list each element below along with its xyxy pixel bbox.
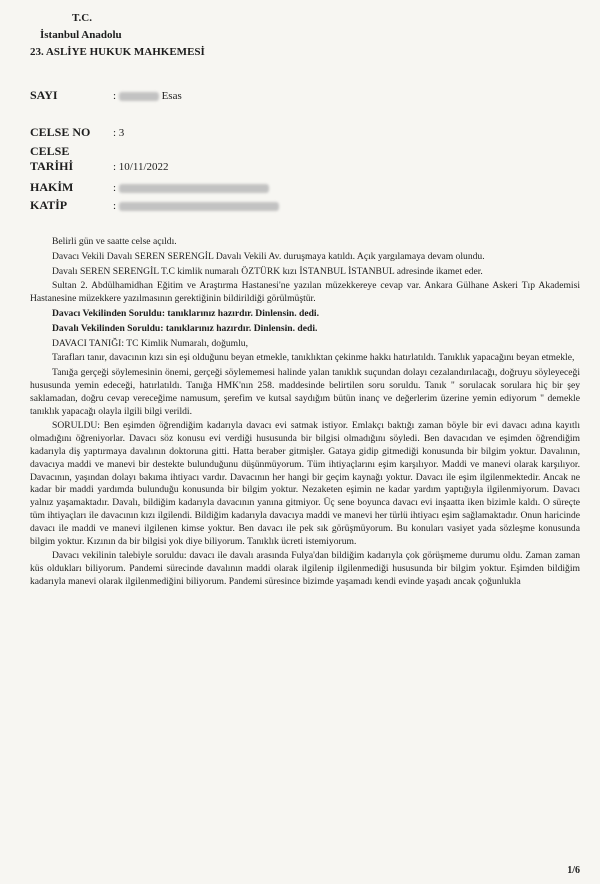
header-court: 23. ASLİYE HUKUK MAHKEMESİ bbox=[30, 46, 205, 58]
redacted-hakim bbox=[119, 184, 269, 193]
court-header bbox=[30, 10, 205, 61]
paragraph-witness-relation: Tarafları tanır, davacının kızı sin eşi olduğunu beyan etmekle, tanıklıktan çekinme hakkı hatırlatıldı. Tanıklık yapacağını beyan etmekle, bbox=[52, 352, 575, 364]
value-celse-no: : 3 bbox=[113, 127, 125, 139]
redacted-katip bbox=[119, 202, 279, 211]
label-sayi: SAYI bbox=[30, 88, 58, 102]
page-number: 1/6 bbox=[567, 865, 580, 876]
field-hakim: HAKİM : bbox=[30, 180, 269, 195]
value-celse-tarihi: : 10/11/2022 bbox=[113, 161, 169, 173]
paragraph-opening: Belirli gün ve saatte celse açıldı. bbox=[52, 236, 177, 247]
paragraph-witness: DAVACI TANIĞI: TC Kimlik Numaralı, doğumlu, bbox=[52, 337, 248, 349]
label-celse-no: CELSE NO bbox=[30, 125, 91, 139]
paragraph-plaintiff-counsel: Davacı Vekilinden Soruldu: tanıklarınız hazırdır. Dinlensin. dedi. bbox=[52, 307, 319, 319]
document-body bbox=[30, 236, 580, 591]
redacted-sayi bbox=[119, 92, 159, 101]
value-sayi: Esas bbox=[161, 90, 182, 102]
paragraph-oath: Tanığa gerçeği söylemesinin önemi, gerçeği söylememesi halinde yalan tanıklık suçundan dolayı cezalandırılacağı, doğruyu söyleyeceği hususunda yemin edeceği, hatırlatıldı. Tanığa HMK'nın 258. maddesinde belirtilen soru soruldu. Tanık " sorulacak sorulara hiç bir şey saklamadan, doğru cevap vereceğime namusum, şerefim ve kutsal saydığım bütün inanç ve değerlerim üzerine yemin ediyorum " demekle tanıklık yapacağı olayla ilgili bilgi verildi. bbox=[30, 367, 580, 417]
paragraph-defendant-counsel: Davalı Vekilinden Soruldu: tanıklarınız hazırdır. Dinlensin. dedi. bbox=[52, 322, 318, 334]
paragraph-hospital: Sultan 2. Abdülhamidhan Eğitim ve Araştırma Hastanesi'ne yazılan müzekkereye cevap var. Ankara Gülhane Askeri Tıp Akademisi Hastanesine müzekkere yazılmasının gerektiğinin bildirildiği görülmüştür. bbox=[30, 280, 580, 305]
field-celse-tarihi bbox=[30, 144, 169, 174]
label-celse-tarihi: CELSE TARİHİ bbox=[30, 144, 74, 173]
paragraph-defendant: Davalı SEREN SERENGİL T.C kimlik numaralı ÖZTÜRK kızı İSTANBUL İSTANBUL adresinde ikamet eder. bbox=[52, 265, 483, 277]
label-katip: KATİP bbox=[30, 198, 68, 212]
field-sayi: SAYI : Esas bbox=[30, 88, 182, 102]
label-hakim: HAKİM bbox=[30, 180, 74, 194]
header-tc: T.C. bbox=[72, 12, 92, 24]
paragraph-attendance: Davacı Vekili Davalı SEREN SERENGİL Davalı Vekili Av. duruşmaya katıldı. Açık yargılamaya devam olundu. bbox=[52, 250, 485, 262]
header-city: İstanbul Anadolu bbox=[40, 29, 122, 41]
field-celse-no bbox=[30, 125, 124, 140]
paragraph-counsel-question: Davacı vekilinin talebiyle soruldu: davacı ile davalı arasında Fulya'dan bildiğim kadarıyla çok görüşmeme durumu oldu. Zaman zaman küs oldukları biliyorum. Pandemi sürecinde davalının maddi olarak ilgilenip ilgilenmediği hususunda bir bilgim yoktur. Eşimden bildiğim kadarıyla manevi olarak ilgilenmediğini biliyorum. Pandemi süresince bizimde yaşamadı kendi evinde yaşadı ancak çoğunlukla bbox=[30, 550, 580, 587]
field-katip: KATİP : bbox=[30, 198, 279, 213]
paragraph-testimony: SORULDU: Ben eşimden öğrendiğim kadarıyla davacı evi satmak istiyor. Emlakçı baktığı zaman böyle bir evi davacı adına kayıtlı olmadığını öğreniyorlar. Davacı söz konusu evi verdiği hususunda bir bilgisi olmadığını söyledi. Ben davacıdan ve eşimden öğrendiğim kadarıyla diş yaptırmaya davalının doktoruna gitti. Hatta beraber gitmişler. Gataya gidip gitmediği konusunda bir bilgim yoktur. Davalının, davacıya maddi ve manevi bir destekte bulunduğunu düşünmüyorum. Tüm ihtiyaçlarını eşim karşılıyor. Maddi ve manevi olarak karşılıyor. Davacının, yaşından dolayı bakıma ihtiyacı vardır. Davacının her hangi bir geçim kaynağı yoktur. Davacı ile eşim ilgilenmektedir. Ancak ne kadar bir maddi yardımda bulunduğu konusunda bir bilgim yoktur. Nezaketen eşimin ne kadar yardım yaptığıyla ilgilenmiyorum. Davacı yalnız yaşamaktadır. Davalı, bildiğim kadarıyla davacının yanına gitmiyor. Üç sene boyunca davacı evi inşaatta iken bizimle kaldı. O süreçte tüm ihtiyaçları ile davacının kızı ilgilendi. Bildiğim kadarıyla davacıya maddi ve manevi her türlü ihtiyacı eşim sağlamaktadır. Onun haricinde davacı ile maddi ve manevi ilgilenen kimse yoktur. Ben davacı ile pek sık görüşmüyorum. Bu konuları vasiyet yada sözleşme konusunda bilgim yoktur. Kızının da bir bilgisi yok diye biliyorum. Tanıklık ücreti istemiyorum. bbox=[30, 420, 580, 547]
